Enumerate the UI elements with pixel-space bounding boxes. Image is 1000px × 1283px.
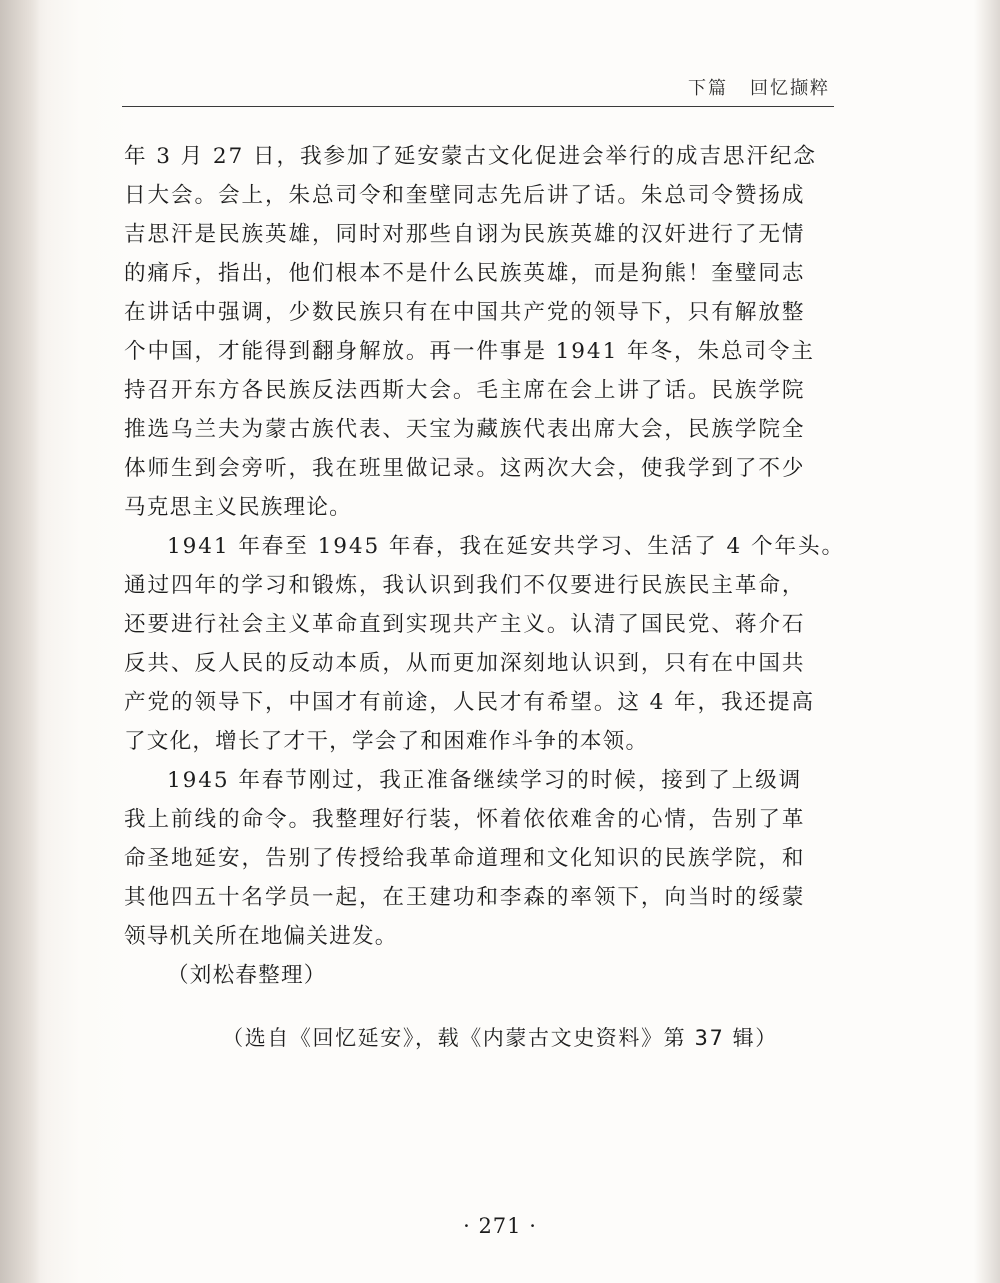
text-line: 我上前线的命令。我整理好行装，怀着依依难舍的心情，告别了革 [124, 807, 806, 832]
text-line: 马克思主义民族理论。 [124, 495, 352, 520]
source-note: （选自《回忆延安》，载《内蒙古文史资料》第 37 辑） [222, 1026, 778, 1050]
running-header [122, 70, 834, 107]
text-line: 吉思汗是民族英雄，同时对那些自诩为民族英雄的汉奸进行了无情 [124, 222, 806, 247]
header-part: 下篇 [688, 78, 728, 99]
text-line: 了文化，增长了才干，学会了和困难作斗争的本领。 [124, 729, 649, 754]
text-line: 反共、反人民的反动本质，从而更加深刻地认识到，只有在中国共 [124, 651, 806, 676]
body-text [124, 137, 845, 995]
text-line: 其他四五十名学员一起，在王建功和李森的率领下，向当时的绥蒙 [124, 885, 806, 910]
running-header-text [688, 74, 830, 100]
page-number: · 271 · [463, 1214, 537, 1238]
text-line: 日大会。会上，朱总司令和奎壁同志先后讲了话。朱总司令赞扬成 [124, 183, 806, 208]
text-line: 在讲话中强调，少数民族只有在中国共产党的领导下，只有解放整 [124, 300, 806, 325]
text-line: 年 3 月 27 日，我参加了延安蒙古文化促进会举行的成吉思汗纪念 [124, 144, 817, 169]
text-line: 推选乌兰夫为蒙古族代表、天宝为藏族代表出席大会，民族学院全 [124, 417, 806, 442]
text-line: 体师生到会旁听，我在班里做记录。这两次大会，使我学到了不少 [124, 456, 806, 481]
text-line: 1945 年春节刚过，我正准备继续学习的时候，接到了上级调 [167, 768, 803, 793]
editor-note: （刘松春整理） [167, 963, 327, 988]
page-gutter-shadow [0, 0, 40, 1283]
text-line: 领导机关所在地偏关进发。 [124, 924, 398, 949]
text-line: 的痛斥，指出，他们根本不是什么民族英雄，而是狗熊！奎璧同志 [124, 261, 806, 286]
text-line: 1941 年春至 1945 年春，我在延安共学习、生活了 4 个年头。 [167, 534, 845, 559]
header-section: 回忆撷粹 [750, 78, 830, 99]
text-line: 持召开东方各民族反法西斯大会。毛主席在会上讲了话。民族学院 [124, 378, 806, 403]
text-line: 个中国，才能得到翻身解放。再一件事是 1941 年冬，朱总司令主 [124, 339, 815, 364]
text-line: 产党的领导下，中国才有前途，人民才有希望。这 4 年，我还提高 [124, 690, 815, 715]
text-line: 通过四年的学习和锻炼，我认识到我们不仅要进行民族民主革命， [124, 573, 806, 598]
text-line: 命圣地延安，告别了传授给我革命道理和文化知识的民族学院，和 [124, 846, 806, 871]
text-line: 还要进行社会主义革命直到实现共产主义。认清了国民党、蒋介石 [124, 612, 806, 637]
